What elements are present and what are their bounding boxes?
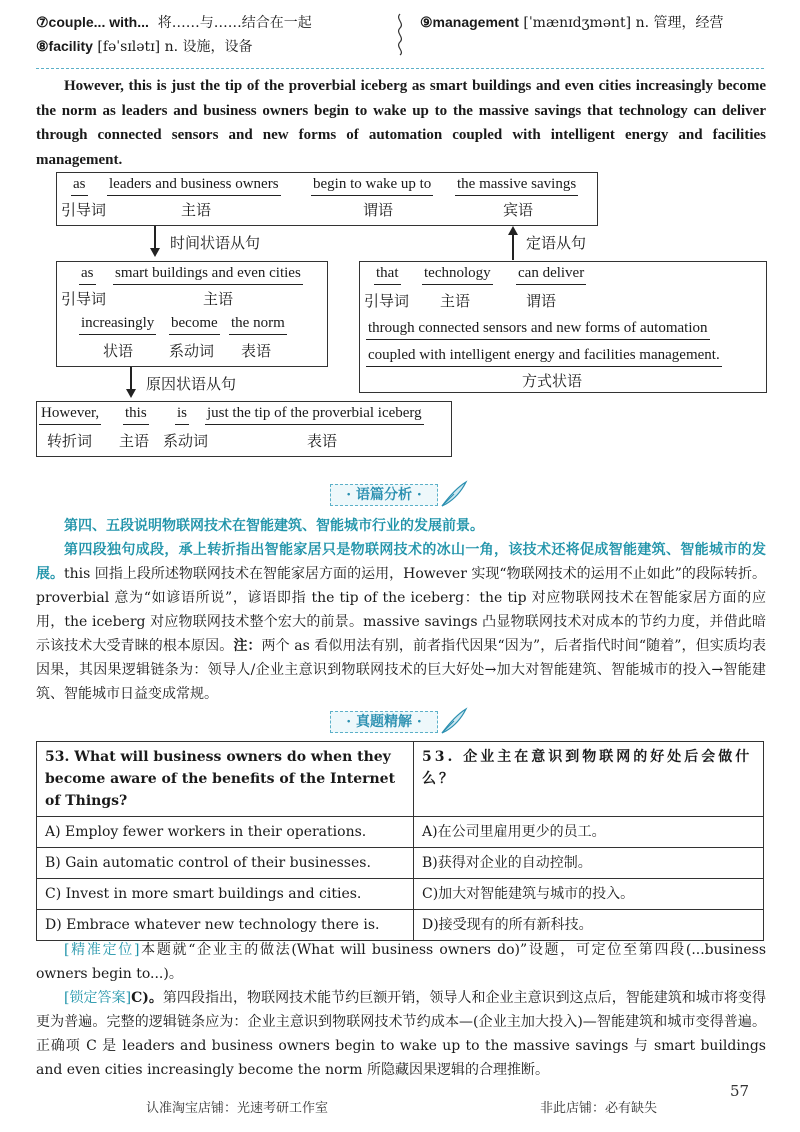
diagram-label: 状语 <box>103 342 134 360</box>
diagram-time-clause-box <box>56 261 328 367</box>
diagram-word: just the tip of the proverbial iceberg <box>205 404 424 425</box>
arrow-label-attributive: 定语从句 <box>526 234 587 252</box>
vocab-term: ⑨management <box>420 14 519 30</box>
answer-key: C)。 <box>131 990 163 1006</box>
footer-shop-note: 认准淘宝店铺：光速考研工作室 <box>146 1101 329 1116</box>
analysis-body: this 回指上段所述物联网技术在智能家居方面的运用，However 实现“物联网技术的运用不止如此”的段际转折。proverbial 意为“如谚语所说”，谚语即指 the tip of the iceberg：the tip 对应物联网技术在智能家居方面的应用，the iceberg 对应物联网技术整个宏大的前景。massive savings 凸显物联网技术对成本的节约力度，并借此暗示该技术大受青睐的根本原因。 <box>36 566 766 654</box>
answer-lock-paragraph <box>36 986 766 1082</box>
question-table <box>36 741 764 941</box>
option-c-english: C) Invest in more smart buildings and cities. <box>37 879 414 910</box>
diagram-word: begin to wake up to <box>311 175 433 196</box>
vocab-term: ⑦couple... with... <box>36 14 149 30</box>
diagram-word: smart buildings and even cities <box>113 264 303 285</box>
diagram-word: the massive savings <box>455 175 578 196</box>
diagram-main-sentence-box <box>36 401 452 457</box>
option-b-chinese: B)获得对企业的自动控制。 <box>414 848 764 879</box>
diagram-word: the norm <box>229 314 287 335</box>
analysis-summary: 第四、五段说明物联网技术在智能建筑、智能城市行业的发展前景。 <box>64 518 484 534</box>
diagram-attributive-clause-box <box>359 261 767 393</box>
diagram-word: technology <box>422 264 493 285</box>
squiggle-divider-icon <box>393 12 407 56</box>
diagram-word: as <box>71 175 88 196</box>
option-a-chinese: A)在公司里雇用更少的员工。 <box>414 817 764 848</box>
arrow-line <box>512 234 514 260</box>
diagram-label: 主语 <box>203 290 234 308</box>
lock-tag: [锁定答案] <box>64 990 132 1006</box>
passage-text: However, this is just the tip of the proverbial iceberg as smart buildings and even cities increasingly become the norm as leaders and business owners begin to wake up to the massive savings that technology can deliver through connected sensors and new forms of automation coupled with intelligent energy and facilities management. <box>36 78 766 168</box>
diagram-label: 表语 <box>307 432 338 450</box>
analysis-note-body: 两个 as 看似用法有别，前者指代因果“因为”，后者指代时间“随着”，但实质均表因果，其因果逻辑链条为：领导人/企业主意识到物联网技术的巨大好处→加大对智能建筑、智能城市的投入→智能建筑、智能城市日益变成常规。 <box>36 638 767 702</box>
vocab-definition: 将……与……结合在一起 <box>157 15 312 31</box>
diagram-label: 表语 <box>241 342 272 360</box>
analysis-key-point: 第四段独句成段，承上转折指出智能家居只是物联网技术的冰山一角，该技术还将促成智能建筑、智能城市的发展。 <box>36 542 766 582</box>
diagram-word: However, <box>39 404 101 425</box>
diagram-label: 主语 <box>181 201 212 219</box>
diagram-label: 谓语 <box>363 201 394 219</box>
question-chinese: 53. 企业主在意识到物联网的好处后会做什么？ <box>414 742 764 817</box>
table-row <box>37 910 764 941</box>
diagram-label: 引导词 <box>61 290 107 308</box>
table-row <box>37 848 764 879</box>
table-row <box>37 879 764 910</box>
section-title: · 真题精解 · <box>330 711 438 733</box>
vocab-item-8 <box>36 36 253 57</box>
answer-locate-paragraph <box>36 938 766 986</box>
diagram-word: become <box>169 314 220 335</box>
quill-pen-icon <box>438 707 468 735</box>
vocab-definition: [fəˈsɪlətɪ] n. 设施，设备 <box>97 39 253 55</box>
diagram-label: 主语 <box>119 432 150 450</box>
section-heading-analysis <box>330 480 470 506</box>
table-row <box>37 742 764 817</box>
diagram-label: 系动词 <box>163 432 209 450</box>
locate-tag: [精准定位] <box>64 942 140 958</box>
diagram-label: 转折词 <box>47 432 93 450</box>
diagram-word: increasingly <box>79 314 156 335</box>
diagram-word: leaders and business owners <box>107 175 281 196</box>
diagram-label: 方式状语 <box>522 372 583 390</box>
footer-warning: 非此店铺：必有缺失 <box>540 1101 658 1116</box>
arrow-label-reason: 原因状语从句 <box>146 375 237 393</box>
option-a-english: A) Employ fewer workers in their operations. <box>37 817 414 848</box>
dashed-divider <box>36 68 764 69</box>
vocab-term: ⑧facility <box>36 38 93 54</box>
diagram-word: that <box>374 264 401 285</box>
analysis-note-label: 注： <box>233 638 262 654</box>
vocab-item-9 <box>420 12 724 33</box>
option-b-english: B) Gain automatic control of their businesses. <box>37 848 414 879</box>
diagram-word: is <box>175 404 189 425</box>
diagram-phrase: through connected sensors and new forms of automation <box>366 319 710 340</box>
diagram-label: 主语 <box>440 292 471 310</box>
page-number: 57 <box>730 1082 750 1100</box>
section-heading-answers <box>330 707 470 733</box>
diagram-phrase: coupled with intelligent energy and facilities management. <box>366 346 722 367</box>
section-title: · 语篇分析 · <box>330 484 438 506</box>
locate-text: 本题就“企业主的做法(What will business owners do)”设题，可定位至第四段(...business owners begin to...)。 <box>36 942 766 982</box>
arrow-line <box>130 367 132 391</box>
diagram-label: 谓语 <box>526 292 557 310</box>
quill-pen-icon <box>438 480 468 508</box>
arrow-down-icon <box>126 389 136 398</box>
arrow-down-icon <box>150 248 160 257</box>
diagram-label: 系动词 <box>169 342 215 360</box>
lock-text: 第四段指出，物联网技术能节约巨额开销，领导人和企业主意识到这点后，智能建筑和城市将变得更为普遍。完整的逻辑链条应为：企业主意识到物联网技术节约成本—(企业主加大投入)—智能建筑和城市变得普遍。正确项 C 是 leaders and business owners begin to wake up to the massive savings 与 smart buildings and even cities increasingly become the norm 所隐藏因果逻辑的合理推断。 <box>36 990 766 1078</box>
diagram-label: 引导词 <box>61 201 107 219</box>
table-row <box>37 817 764 848</box>
diagram-word: can deliver <box>516 264 586 285</box>
option-d-english: D) Embrace whatever new technology there is. <box>37 910 414 941</box>
diagram-label: 宾语 <box>503 201 534 219</box>
diagram-word: this <box>123 404 149 425</box>
diagram-main-clause-box <box>56 172 598 226</box>
arrow-label-time: 时间状语从句 <box>170 234 261 252</box>
vocab-definition: [ˈmænɪdʒmənt] n. 管理，经营 <box>523 15 724 31</box>
analysis-paragraph-2 <box>36 538 766 706</box>
arrow-line <box>154 226 156 250</box>
vocab-item-7 <box>36 12 312 33</box>
option-d-chinese: D)接受现有的所有新科技。 <box>414 910 764 941</box>
diagram-word: as <box>79 264 96 285</box>
analysis-paragraph-1 <box>36 514 766 538</box>
option-c-chinese: C)加大对智能建筑与城市的投入。 <box>414 879 764 910</box>
question-english: 53. What will business owners do when they become aware of the benefits of the Internet of Things? <box>37 742 414 817</box>
diagram-label: 引导词 <box>364 292 410 310</box>
